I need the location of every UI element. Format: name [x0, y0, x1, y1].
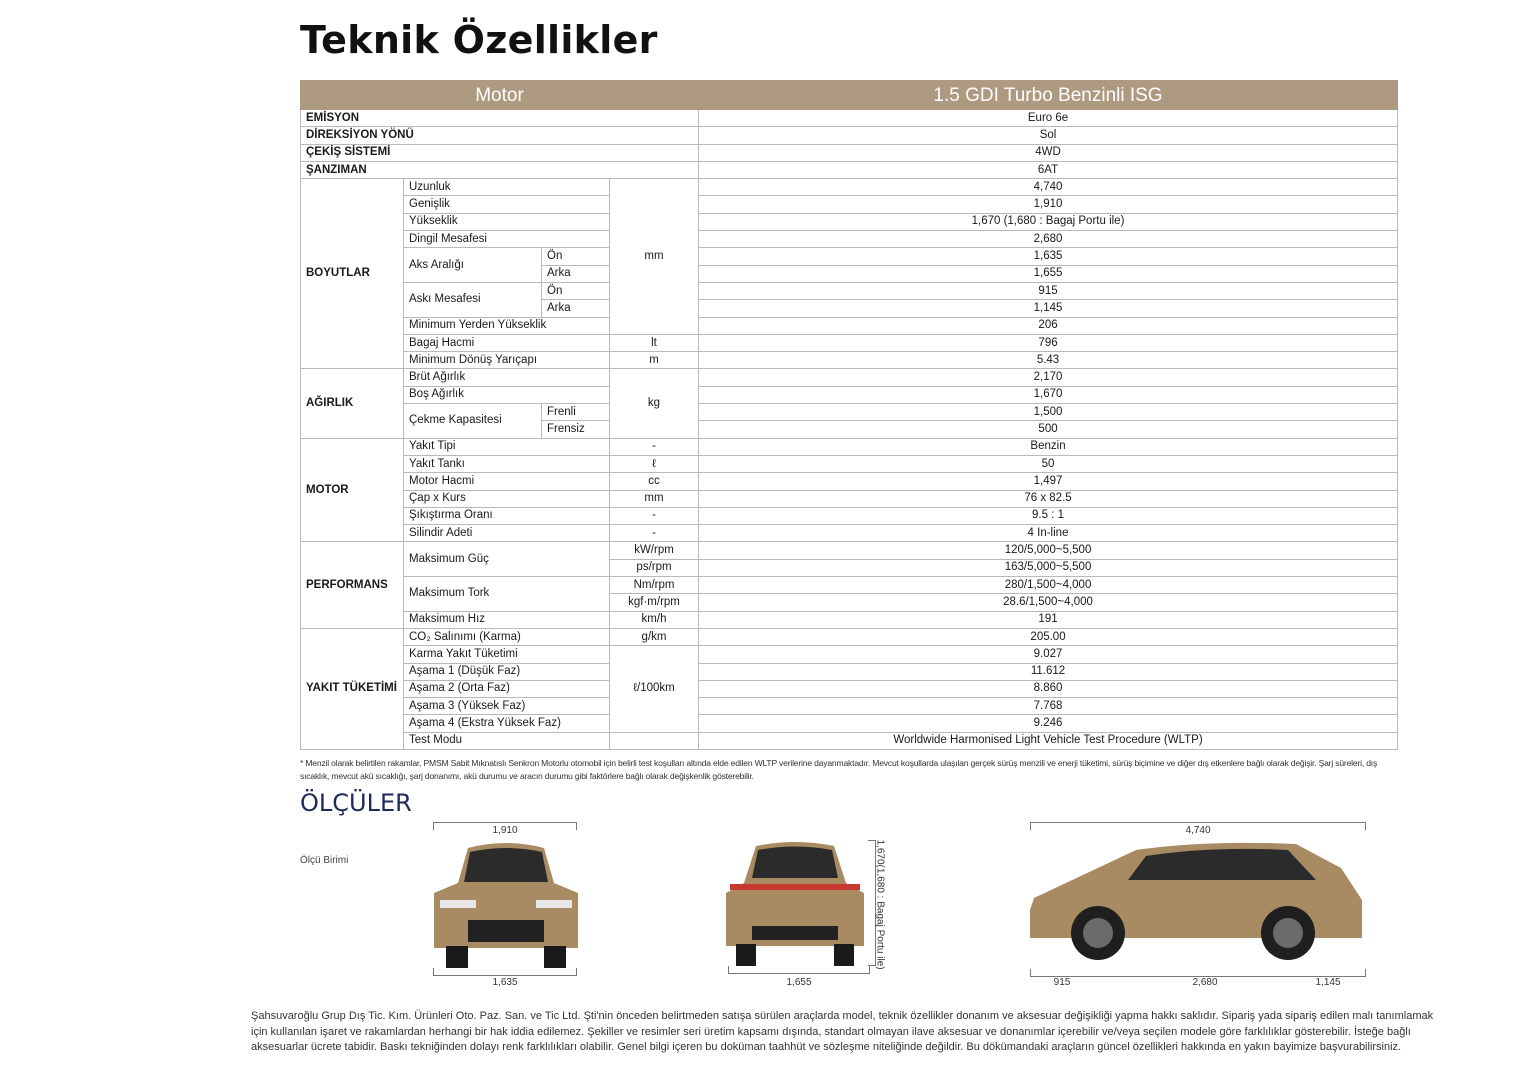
header-engine: 1.5 GDI Turbo Benzinli ISG	[699, 81, 1398, 110]
sub-label: Frensiz	[542, 421, 610, 438]
car-rear-image	[722, 838, 868, 970]
row-label: Motor Hacmi	[404, 473, 610, 490]
side-length-label: 4,740	[1185, 825, 1211, 836]
sub-label: Ön	[542, 282, 610, 299]
row-value: 9.5 : 1	[699, 507, 1398, 524]
row-value: 1,670 (1,680 : Bagaj Portu ile)	[699, 213, 1398, 230]
table-row	[301, 628, 1398, 645]
row-value: 28.6/1,500~4,000	[699, 594, 1398, 611]
row-value: 1,910	[699, 196, 1398, 213]
track-bracket	[433, 968, 577, 976]
row-label: ÇEKİŞ SİSTEMİ	[301, 144, 699, 161]
table-row	[301, 334, 1398, 351]
header-motor: Motor	[301, 81, 699, 110]
unit-cell: cc	[610, 473, 699, 490]
unit-cell	[610, 732, 699, 749]
row-value: 4WD	[699, 144, 1398, 161]
row-value: 163/5,000~5,500	[699, 559, 1398, 576]
row-value: 1,500	[699, 404, 1398, 421]
row-label: Aşama 4 (Ekstra Yüksek Faz)	[404, 715, 610, 732]
unit-cell: mm	[610, 179, 699, 335]
row-value: 1,655	[699, 265, 1398, 282]
row-label: Aşama 1 (Düşük Faz)	[404, 663, 610, 680]
table-row	[301, 455, 1398, 472]
rear-track-label: 1,655	[786, 977, 812, 988]
table-row	[301, 663, 1398, 680]
row-label: CO₂ Salınımı (Karma)	[404, 628, 610, 645]
row-label: Silindir Adeti	[404, 525, 610, 542]
unit-cell: lt	[610, 334, 699, 351]
row-label: EMİSYON	[301, 110, 699, 127]
row-label: Maksimum Güç	[404, 542, 610, 577]
sub-label: Arka	[542, 300, 610, 317]
unit-cell: ℓ/100km	[610, 646, 699, 732]
row-value: 4 In-line	[699, 525, 1398, 542]
row-value: 76 x 82.5	[699, 490, 1398, 507]
unit-cell: -	[610, 438, 699, 455]
category-label: YAKIT TÜKETİMİ	[301, 628, 404, 749]
sub-label: Frenli	[542, 404, 610, 421]
row-value: 5.43	[699, 352, 1398, 369]
row-value: Sol	[699, 127, 1398, 144]
row-value: 4,740	[699, 179, 1398, 196]
row-label: Boş Ağırlık	[404, 386, 610, 403]
row-value: 7.768	[699, 698, 1398, 715]
row-value: 2,170	[699, 369, 1398, 386]
unit-cell: m	[610, 352, 699, 369]
row-label: Yakıt Tankı	[404, 455, 610, 472]
row-value: 1,145	[699, 300, 1398, 317]
row-label: Şıkıştırma Oranı	[404, 507, 610, 524]
unit-cell: km/h	[610, 611, 699, 628]
category-label: BOYUTLAR	[301, 179, 404, 369]
unit-cell: Nm/rpm	[610, 577, 699, 594]
row-label: Aks Aralığı	[404, 248, 542, 283]
row-label: Yükseklik	[404, 213, 610, 230]
row-value: 1,497	[699, 473, 1398, 490]
sub-label: Ön	[542, 248, 610, 265]
unit-cell: -	[610, 525, 699, 542]
car-front-image	[428, 838, 584, 972]
spec-table	[300, 80, 1398, 750]
row-value: Worldwide Harmonised Light Vehicle Test Procedure (WLTP)	[699, 732, 1398, 749]
row-value: 8.860	[699, 680, 1398, 697]
table-row	[301, 127, 1398, 144]
category-label: MOTOR	[301, 438, 404, 542]
row-label: Genişlik	[404, 196, 610, 213]
row-value: 796	[699, 334, 1398, 351]
unit-cell: kgf·m/rpm	[610, 594, 699, 611]
category-label: PERFORMANS	[301, 542, 404, 628]
table-row	[301, 317, 1398, 334]
table-row	[301, 404, 1398, 421]
row-label: Askı Mesafesi	[404, 282, 542, 317]
row-label: Bagaj Hacmi	[404, 334, 610, 351]
table-row	[301, 473, 1398, 490]
unit-cell: -	[610, 507, 699, 524]
sub-label: Arka	[542, 265, 610, 282]
row-value: 1,635	[699, 248, 1398, 265]
unit-cell: ℓ	[610, 455, 699, 472]
row-value: 9.246	[699, 715, 1398, 732]
table-row	[301, 248, 1398, 265]
table-row	[301, 490, 1398, 507]
table-row	[301, 507, 1398, 524]
row-value: 500	[699, 421, 1398, 438]
table-row	[301, 231, 1398, 248]
table-row	[301, 611, 1398, 628]
row-label: Aşama 2 (Orta Faz)	[404, 680, 610, 697]
section-title: ÖLÇÜLER	[300, 789, 412, 817]
unit-cell: g/km	[610, 628, 699, 645]
wheelbase-bracket	[1030, 969, 1366, 977]
row-label: Minimum Yerden Yükseklik	[404, 317, 610, 334]
table-row	[301, 369, 1398, 386]
legal-disclaimer: Şahsuvaroğlu Grup Dış Tic. Kım. Ürünleri Oto. Paz. San. ve Tic Ltd. Şti'nin önceden belirtmeden satışa sürülen araçlarda model, teknik özellikler donanım ve aksesuar değişikliği yapma hakkı saklıdır. Sipariş yada sipariş edilen malı tanımlamak için kullanılan işaret ve rakamlardan herhangi bir hak iddia edilemez. Şekiller ve resimler seri üretim kapsamı dışında, standart olmayan ilave aksesuar ve donanımlar içerebilir ve/veya seçilen modele göre farklılıklar gösterebilir. İsteğe bağlı aksesuarlar ücrete tabidir. Baskı tekniğinden dolayı renk farklılıkları olabilir. Genel bilgi içeren bu doküman taahhüt ve sözleşme niteliğinde değildir. Bu dökümandaki araçların güncel özellikleri hakkında en yakın bayimize başvurabilirsiniz.	[251, 1010, 1434, 1053]
row-value: 280/1,500~4,000	[699, 577, 1398, 594]
side-rear-overhang-label: 1,145	[1315, 977, 1341, 988]
front-width-label: 1,910	[492, 825, 518, 836]
table-row	[301, 144, 1398, 161]
row-value: 50	[699, 455, 1398, 472]
row-value: 1,670	[699, 386, 1398, 403]
row-label: Çekme Kapasitesi	[404, 404, 542, 439]
row-value: 11.612	[699, 663, 1398, 680]
table-row	[301, 110, 1398, 127]
page-title: Teknik Özellikler	[300, 18, 658, 62]
table-row	[301, 680, 1398, 697]
table-row	[301, 282, 1398, 299]
row-label: Çap x Kurs	[404, 490, 610, 507]
row-label: Aşama 3 (Yüksek Faz)	[404, 698, 610, 715]
table-row	[301, 438, 1398, 455]
row-value: 206	[699, 317, 1398, 334]
row-value: Benzin	[699, 438, 1398, 455]
row-value: 915	[699, 282, 1398, 299]
category-label: AĞIRLIK	[301, 369, 404, 438]
footnote: * Menzil olarak belirtilen rakamlar, PMSM Sabit Mıknatıslı Senkron Motorlu otomobil için belirli test koşulları altında elde edilen WLTP verilerine dayanmaktadır. Mevcut koşullarda ulaşılan gerçek sürüş menzili ve enerji tüketimi, sürüş biçimine ve diğer dış etkenlere bağlı olarak değişir. Şarj süreleri, dış sıcaklık, mevcut akü sıcaklığı, şarj donanımı, akü durumu ve aracın durumu gibi faktörlere bağlı olarak değişkenlik gösterebilir.	[300, 758, 1378, 781]
row-label: Uzunluk	[404, 179, 610, 196]
row-label: Minimum Dönüş Yarıçapı	[404, 352, 610, 369]
table-row	[301, 577, 1398, 594]
row-label: DİREKSİYON YÖNÜ	[301, 127, 699, 144]
table-row	[301, 196, 1398, 213]
table-row	[301, 715, 1398, 732]
table-row	[301, 352, 1398, 369]
row-label: ŞANZIMAN	[301, 161, 699, 178]
row-value: 6AT	[699, 161, 1398, 178]
front-track-label: 1,635	[492, 977, 518, 988]
row-label: Maksimum Tork	[404, 577, 610, 612]
unit-cell: mm	[610, 490, 699, 507]
row-value: 205.00	[699, 628, 1398, 645]
unit-label: Ölçü Birimi	[300, 855, 349, 866]
row-label: Brüt Ağırlık	[404, 369, 610, 386]
unit-cell: ps/rpm	[610, 559, 699, 576]
track-bracket	[728, 966, 870, 974]
table-row	[301, 179, 1398, 196]
unit-cell: kg	[610, 369, 699, 438]
row-label: Karma Yakıt Tüketimi	[404, 646, 610, 663]
row-label: Maksimum Hız	[404, 611, 610, 628]
row-label: Test Modu	[404, 732, 610, 749]
row-label: Dingil Mesafesi	[404, 231, 610, 248]
table-row	[301, 732, 1398, 749]
table-header	[301, 81, 1398, 110]
row-value: Euro 6e	[699, 110, 1398, 127]
side-front-overhang-label: 915	[1053, 977, 1071, 988]
row-value: 9.027	[699, 646, 1398, 663]
table-row	[301, 161, 1398, 178]
side-wheelbase-label: 2,680	[1192, 977, 1218, 988]
unit-cell: kW/rpm	[610, 542, 699, 559]
row-value: 120/5,000~5,500	[699, 542, 1398, 559]
table-row	[301, 698, 1398, 715]
row-value: 191	[699, 611, 1398, 628]
table-row	[301, 386, 1398, 403]
row-value: 2,680	[699, 231, 1398, 248]
table-row	[301, 525, 1398, 542]
rear-height-label: 1,670(1,680 : Bagaj Portu ile)	[874, 839, 886, 970]
car-side-image	[1026, 838, 1366, 968]
table-row	[301, 542, 1398, 559]
row-label: Yakıt Tipi	[404, 438, 610, 455]
table-row	[301, 213, 1398, 230]
table-row	[301, 646, 1398, 663]
